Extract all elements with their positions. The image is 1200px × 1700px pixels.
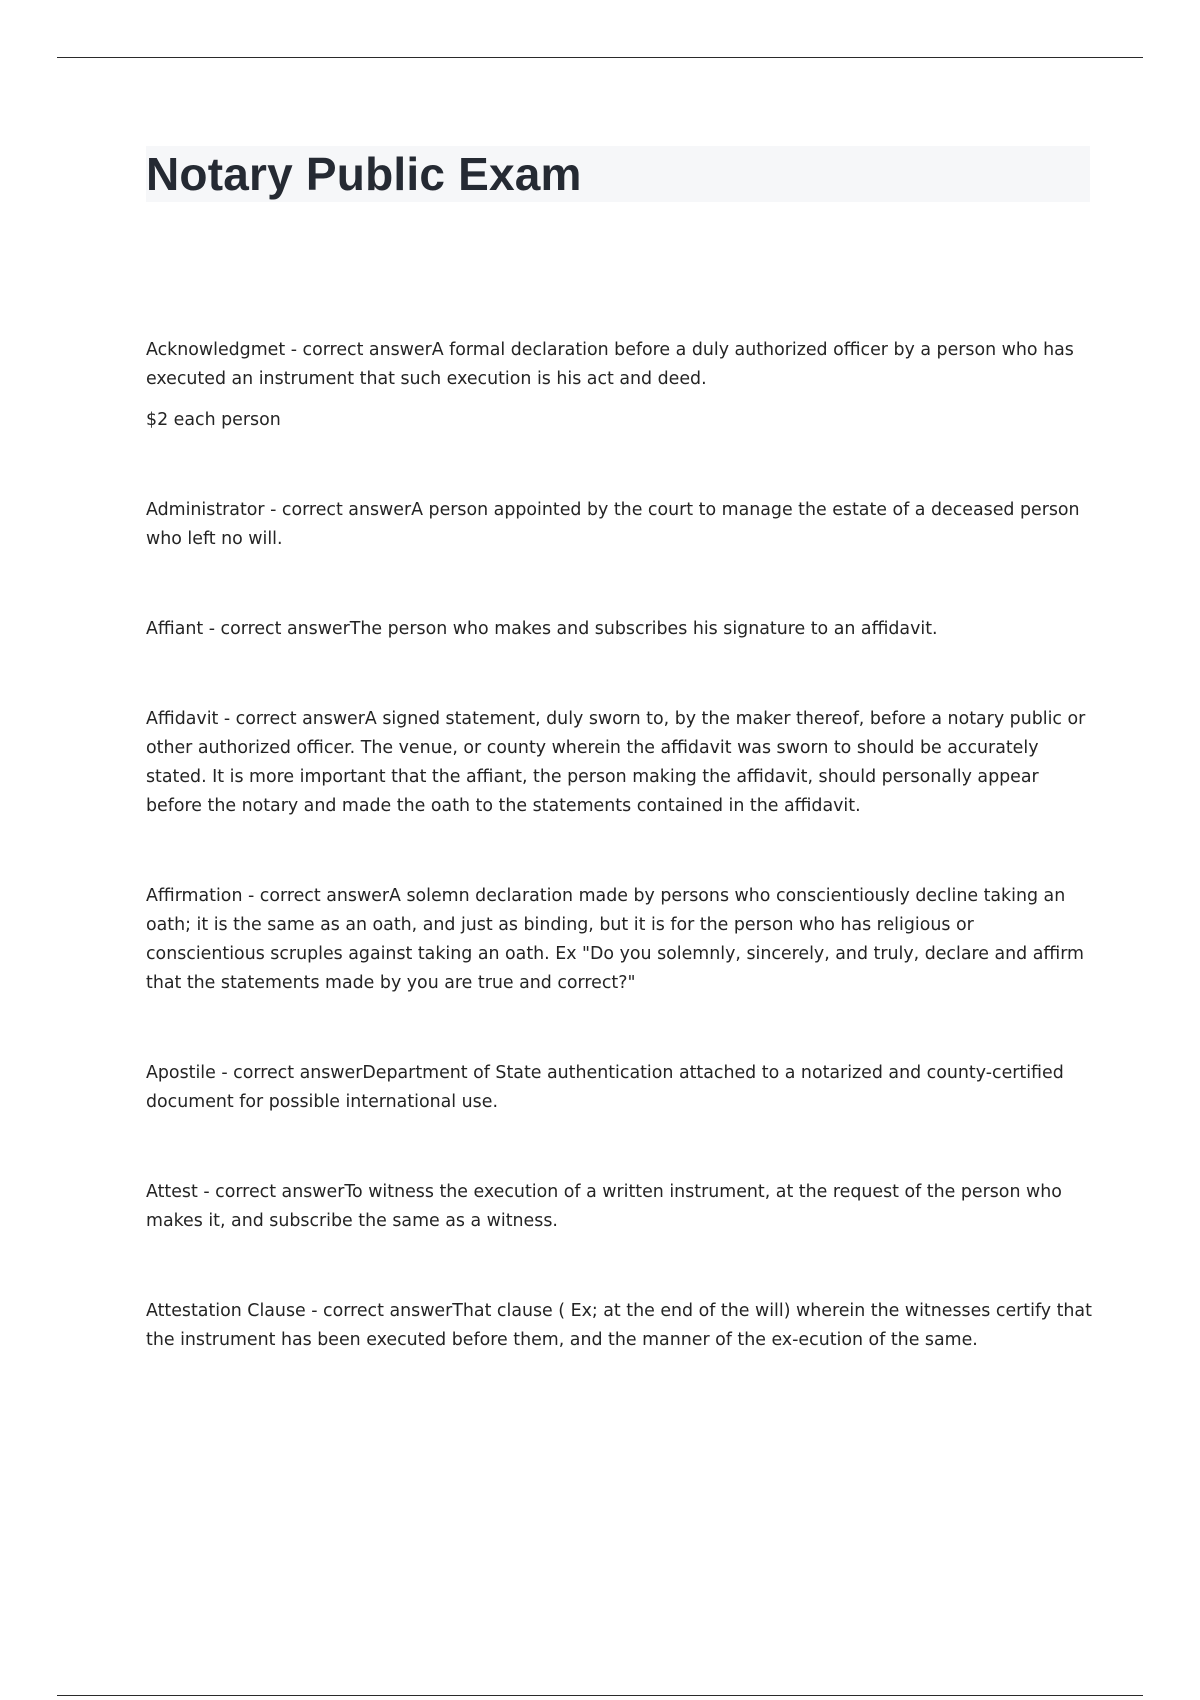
entry-affirmation xyxy=(146,882,1096,998)
page-title: Notary Public Exam xyxy=(146,148,582,200)
entry-text: Attest - correct answerTo witness the execution of a written instrument, at the request of the person who makes it, and subscribe the same as a witness. xyxy=(146,1182,1062,1231)
entry-affiant xyxy=(146,615,1096,644)
entry-attestation-clause xyxy=(146,1297,1096,1355)
entry-administrator xyxy=(146,496,1096,554)
entry-text: Acknowledgmet - correct answerA formal declaration before a duly authorized officer by a person who has executed an instrument that such execution is his act and deed. xyxy=(146,340,1074,389)
entry-text: Affirmation - correct answerA solemn declaration made by persons who conscientiously decline taking an oath; it is the same as an oath, and just as binding, but it is for the person who has religious or conscientious scruples against taking an oath. Ex "Do you solemnly, sincerely, and truly, declare and affirm that the statements made by you are true and correct?" xyxy=(146,886,1084,993)
entry-affidavit xyxy=(146,705,1096,821)
entry-text: Attestation Clause - correct answerThat clause ( Ex; at the end of the will) wherein the witnesses certify that the instrument has been executed before them, and the manner of the ex-ecution of the same. xyxy=(146,1301,1092,1350)
bottom-rule xyxy=(57,1695,1143,1696)
top-rule xyxy=(57,57,1143,58)
entry-text: Apostile - correct answerDepartment of State authentication attached to a notarized and county-certified document for possible international use. xyxy=(146,1063,1064,1112)
entry-attest xyxy=(146,1178,1096,1236)
entry-list xyxy=(146,336,1096,1416)
entry-apostile xyxy=(146,1059,1096,1117)
entry-text: Affiant - correct answerThe person who makes and subscribes his signature to an affidavit. xyxy=(146,619,938,639)
entry-text: Affidavit - correct answerA signed statement, duly sworn to, by the maker thereof, before a notary public or other authorized officer. The venue, or county wherein the affidavit was sworn to should be accurately stated. It is more important that the affiant, the person making the affidavit, should personally appear before the notary and made the oath to the statements contained in the affidavit. xyxy=(146,709,1086,816)
entry-note: $2 each person xyxy=(146,410,281,430)
entry-acknowledgment xyxy=(146,336,1096,435)
entry-text: Administrator - correct answerA person appointed by the court to manage the estate of a deceased person who left no will. xyxy=(146,500,1080,549)
